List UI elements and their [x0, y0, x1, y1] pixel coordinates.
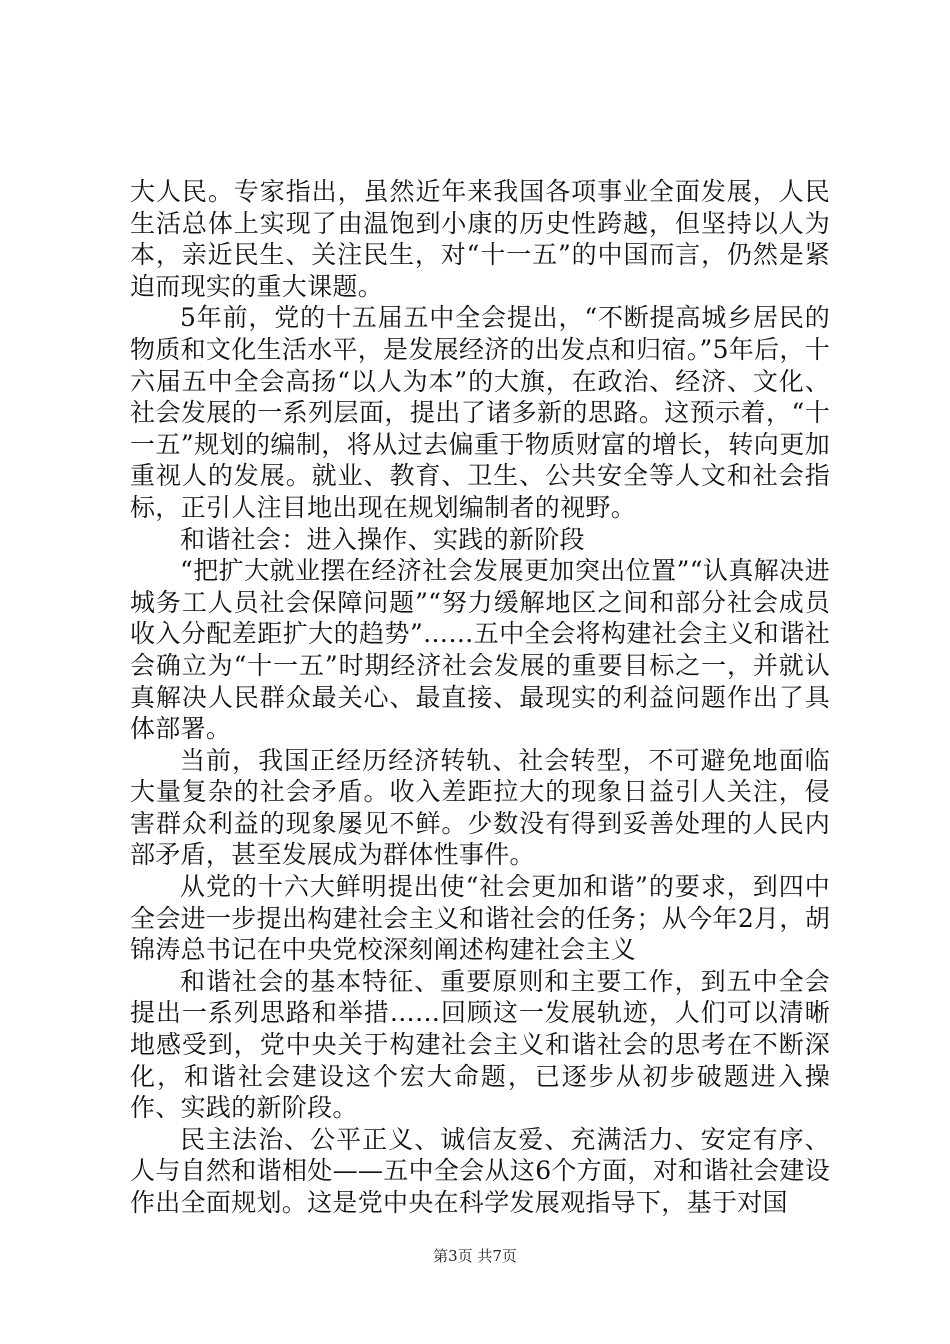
page-footer: 第3页 共7页 — [433, 1247, 517, 1265]
paragraph-7: 民主法治、公平正义、诚信友爱、充满活力、安定有序、人与自然和谐相处——五中全会从这6个方面，对和谐社会建设作出全面规划。这是党中央在科学发展观指导下，基于对国 — [130, 1124, 830, 1217]
document-body — [130, 176, 830, 1219]
paragraph-3: “把扩大就业摆在经济社会发展更加突出位置”“认真解决进城务工人员社会保障问题”“努力缓解地区之间和部分社会成员收入分配差距扩大的趋势”……五中全会将构建社会主义和谐社会确立为“十一五”时期经济社会发展的重要目标之一，并就认真解决人民群众最关心、最直接、最现实的利益问题作出了具体部署。 — [130, 556, 830, 744]
paragraph-6: 和谐社会的基本特征、重要原则和主要工作，到五中全会提出一系列思路和举措……回顾这一发展轨迹，人们可以清晰地感受到，党中央关于构建社会主义和谐社会的思考在不断深化，和谐社会建设这个宏大命题，已逐步从初步破题进入操作、实践的新阶段。 — [130, 966, 830, 1123]
paragraph-4: 当前，我国正经历经济转轨、社会转型，不可避免地面临大量复杂的社会矛盾。收入差距拉大的现象日益引人关注，侵害群众利益的现象屡见不鲜。少数没有得到妥善处理的人民内部矛盾，甚至发展成为群体性事件。 — [130, 745, 830, 870]
paragraph-1: 大人民。专家指出，虽然近年来我国各项事业全面发展，人民生活总体上实现了由温饱到小康的历史性跨越，但坚持以人为本，亲近民生、关注民生，对“十一五”的中国而言，仍然是紧迫而现实的重大课题。 — [130, 177, 830, 301]
paragraph-2: 5年前，党的十五届五中全会提出，“不断提高城乡居民的物质和文化生活水平，是发展经济的出发点和归宿。”5年后，十六届五中全会高扬“以人为本”的大旗，在政治、经济、文化、社会发展的一系列层面，提出了诸多新的思路。这预示着，“十一五”规划的编制，将从过去偏重于物质财富的增长，转向更加重视人的发展。就业、教育、卫生、公共安全等人文和社会指标，正引人注目地出现在规划编制者的视野。 — [130, 303, 830, 522]
section-heading: 和谐社会：进入操作、实践的新阶段 — [180, 524, 585, 554]
paragraph-5: 从党的十六大鲜明提出使“社会更加和谐”的要求，到四中全会进一步提出构建社会主义和谐社会的任务；从今年2月，胡锦涛总书记在中央党校深刻阐述构建社会主义 — [130, 872, 830, 965]
